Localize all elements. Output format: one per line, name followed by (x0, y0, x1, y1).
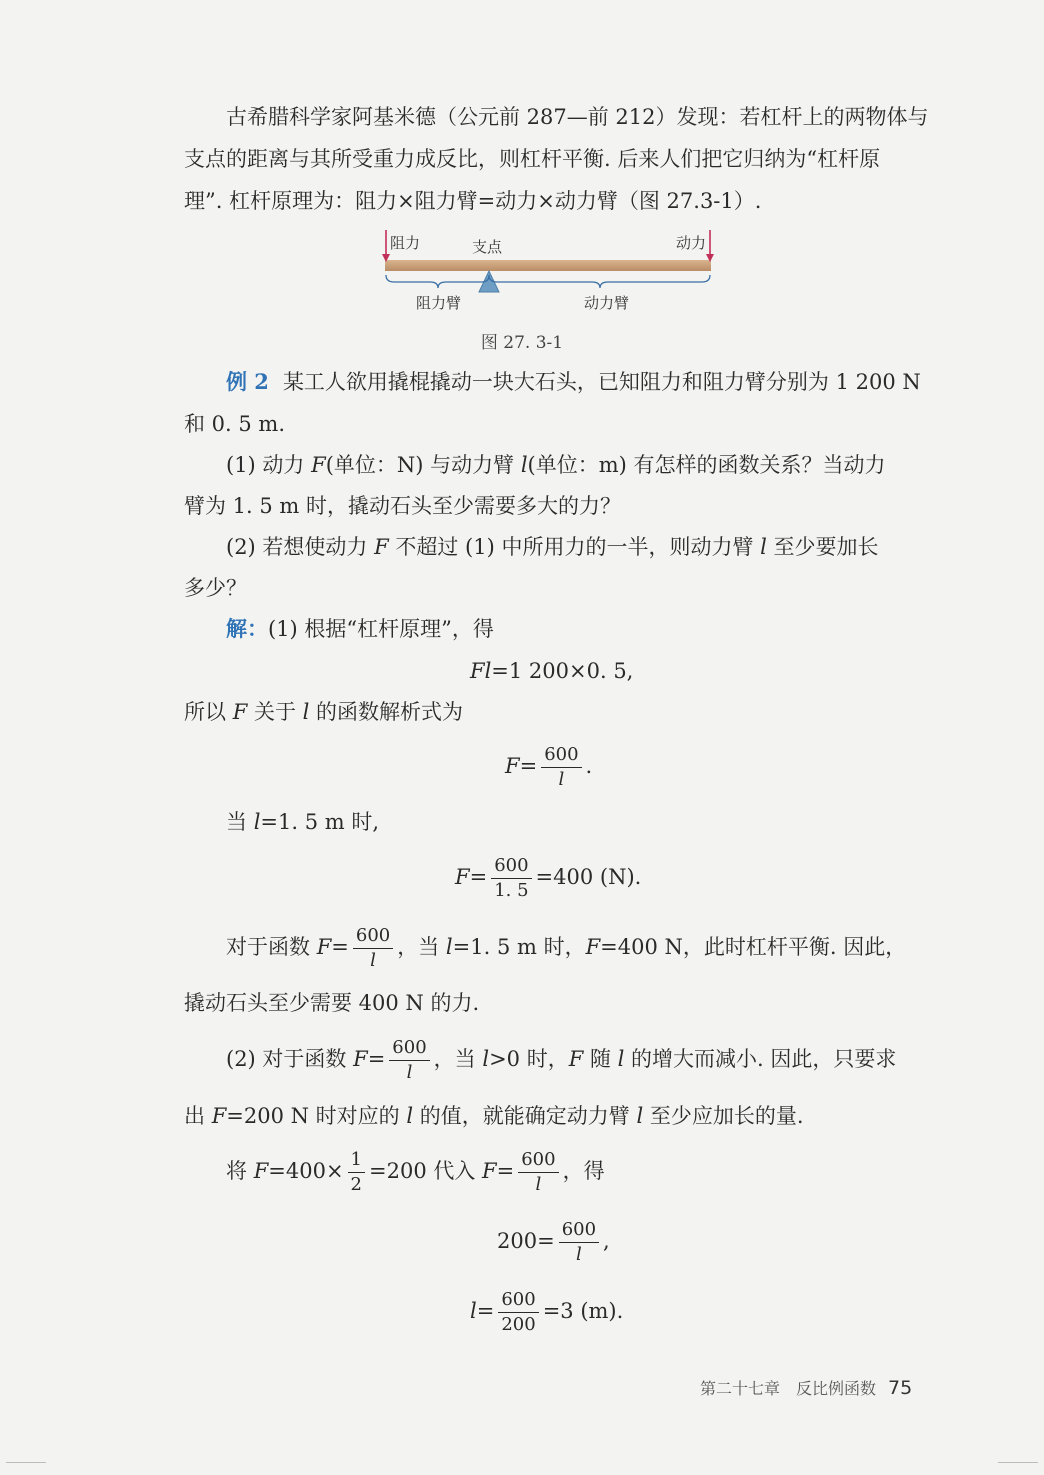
s6-text-b: =200 N 时对应的 (226, 1104, 407, 1128)
solution-line-8 (226, 1146, 605, 1196)
question-2-line-1 (226, 533, 879, 561)
s7-text-a: 将 (226, 1159, 254, 1183)
chapter-title: 第二十七章 反比例函数 (700, 1379, 877, 1398)
numerator: 600 (541, 746, 581, 768)
var-l: l (406, 1104, 414, 1128)
equation-5 (470, 1286, 623, 1336)
solution-line-1 (226, 615, 494, 643)
numerator: 1 (348, 1151, 365, 1173)
denominator: l (575, 1244, 582, 1265)
denominator: 2 (350, 1174, 362, 1195)
equation-4: 200= $\frac{600}{l}$ , (497, 1219, 610, 1265)
denominator: 1. 5 (494, 880, 529, 901)
var-F: F (211, 1104, 227, 1128)
s5-text-d: 随 (583, 1047, 618, 1071)
fraction-600-over-l (389, 1039, 429, 1082)
denominator: l (370, 950, 376, 971)
equals: = (469, 865, 488, 889)
solution-line-7 (184, 1102, 804, 1130)
denominator: 200 (501, 1314, 536, 1335)
numerator: 600 (518, 1151, 558, 1173)
var-F: F (374, 535, 389, 559)
effort-arm-brace (489, 275, 710, 288)
s5-text-c: >0 时， (489, 1047, 569, 1071)
example-text: 某工人欲用撬棍撬动一块大石头，已知阻力和阻力臂分别为 1 200 N (282, 370, 921, 394)
effort-arm-label: 动力臂 (584, 294, 630, 312)
page-edge-mark-left (6, 1462, 46, 1463)
var-l: l (470, 1299, 477, 1323)
var-F: F (232, 700, 248, 724)
equation-1-rhs: =1 200×0. 5, (491, 659, 634, 683)
question-2-line-2: 多少？ (184, 576, 247, 600)
var-F: F (253, 1159, 269, 1183)
denominator: l (558, 769, 565, 790)
effort-label: 动力 (676, 234, 707, 252)
var-l: l (520, 453, 528, 477)
equals: = (519, 754, 538, 778)
s6-text-c: 的值，就能确定动力臂 (413, 1104, 637, 1128)
question-1-line-2: 臂为 1. 5 m 时，撬动石头至少需要多大的力？ (184, 494, 622, 518)
numerator: 600 (389, 1039, 429, 1061)
solution-line-6 (226, 1034, 896, 1084)
q2-text-b: 不超过 (1) 中所用力的一半，则动力臂 (388, 535, 761, 559)
s2-text-a: 所以 (184, 700, 233, 724)
page-edge-mark-right (998, 1462, 1038, 1463)
q1-text-c: (单位：m) 有怎样的函数关系？当动力 (527, 453, 886, 477)
fraction-one-half (348, 1151, 365, 1194)
page-footer (700, 1376, 912, 1399)
q1-text-a: (1) 动力 (226, 453, 312, 477)
var-F: F (455, 865, 470, 889)
equation-2: F= $\frac{600}{l}$ . (505, 744, 593, 790)
s2-text-c: 的函数解析式为 (309, 700, 464, 724)
example-line-2: 和 0. 5 m. (184, 412, 286, 436)
s3-text-b: ，当 (397, 935, 446, 959)
s3-text-d: =400 N，此时杠杆平衡. 因此， (600, 935, 907, 959)
when-text-b: =1. 5 m 时, (260, 810, 380, 834)
question-1-line-1 (226, 451, 886, 479)
s7-text-b: =400× (268, 1159, 344, 1183)
solution-step-1: (1) 根据“杠杆原理”，得 (268, 617, 494, 641)
denominator: l (406, 1062, 413, 1083)
var-l: l (760, 535, 767, 559)
equals: = (367, 1047, 386, 1071)
s7-text-c: =200 代入 (369, 1159, 483, 1183)
s5-text-a: (2) 对于函数 (226, 1047, 354, 1071)
q1-text-b: (单位：N) 与动力臂 (325, 453, 521, 477)
example-label: 例 2 (226, 369, 269, 394)
figure-caption: 图 27. 3-1 (480, 333, 564, 353)
intro-line-1: 古希腊科学家阿基米德（公元前 287—前 212）发现：若杠杆上的两物体与 (226, 105, 929, 129)
fraction-600-over-1.5 (491, 857, 531, 900)
fraction-600-over-l (541, 746, 581, 789)
numerator: 600 (559, 1221, 599, 1243)
numerator: 600 (498, 1291, 538, 1313)
equation-3 (455, 852, 641, 902)
s6-text-a: 出 (184, 1104, 212, 1128)
lever-figure (378, 226, 718, 316)
var-F: F (353, 1047, 368, 1071)
var-F: F (568, 1047, 584, 1071)
solution-label: 解： (226, 616, 268, 641)
denominator: l (535, 1174, 542, 1195)
equation-5-result: =3 (m). (542, 1299, 624, 1323)
s7-text-d: ，得 (562, 1159, 605, 1183)
example-line-1 (226, 368, 921, 396)
s2-text-b: 关于 (247, 700, 303, 724)
var-F: F (505, 754, 520, 778)
numerator: 600 (491, 857, 531, 879)
equals: = (496, 1159, 515, 1183)
var-Fl: Fl (470, 659, 492, 683)
var-l: l (253, 810, 261, 834)
resistance-label: 阻力 (390, 234, 421, 252)
var-F: F (482, 1159, 497, 1183)
lever-bar (385, 260, 711, 271)
var-l: l (617, 1047, 625, 1071)
s5-text-e: 的增大而减小. 因此，只要求 (624, 1047, 897, 1071)
s3-text-a: 对于函数 (226, 935, 317, 959)
resistance-arm-label: 阻力臂 (416, 294, 462, 312)
page-number: 75 (888, 1377, 913, 1399)
intro-line-3: 理”. 杠杆原理为：阻力×阻力臂=动力×动力臂（图 27.3-1）. (184, 189, 762, 213)
fulcrum-label: 支点 (472, 238, 503, 256)
equals: = (331, 935, 349, 959)
s5-text-b: ，当 (433, 1047, 483, 1071)
var-l: l (636, 1104, 644, 1128)
fraction-600-over-l (353, 927, 393, 970)
s3-text-c: =1. 5 m 时， (452, 935, 586, 959)
solution-line-4 (226, 922, 906, 972)
var-F: F (311, 453, 326, 477)
equals: = (476, 1299, 495, 1323)
var-F: F (316, 935, 332, 959)
solution-line-5: 撬动石头至少需要 400 N 的力. (184, 991, 480, 1015)
var-F: F (585, 935, 601, 959)
intro-line-2: 支点的距离与其所受重力成反比，则杠杆平衡. 后来人们把它归纳为“杠杆原 (184, 147, 881, 171)
solution-line-3 (226, 808, 379, 836)
numerator: 600 (353, 927, 393, 949)
q2-text-c: 至少要加长 (766, 535, 879, 559)
fraction-600-over-l (559, 1221, 599, 1264)
equation-4-lhs: 200= (497, 1229, 555, 1253)
s6-text-d: 至少应加长的量. (643, 1104, 804, 1128)
equation-1 (470, 657, 633, 685)
when-text-a: 当 (226, 810, 254, 834)
fraction-600-over-l (518, 1151, 558, 1194)
var-l: l (482, 1047, 490, 1071)
fraction-600-over-200 (498, 1291, 538, 1334)
var-l: l (302, 700, 310, 724)
resistance-arm-brace (386, 275, 489, 288)
equation-3-result: =400 (N). (535, 865, 642, 889)
solution-line-2 (184, 698, 463, 726)
q2-text-a: (2) 若想使动力 (226, 535, 375, 559)
var-l: l (445, 935, 453, 959)
